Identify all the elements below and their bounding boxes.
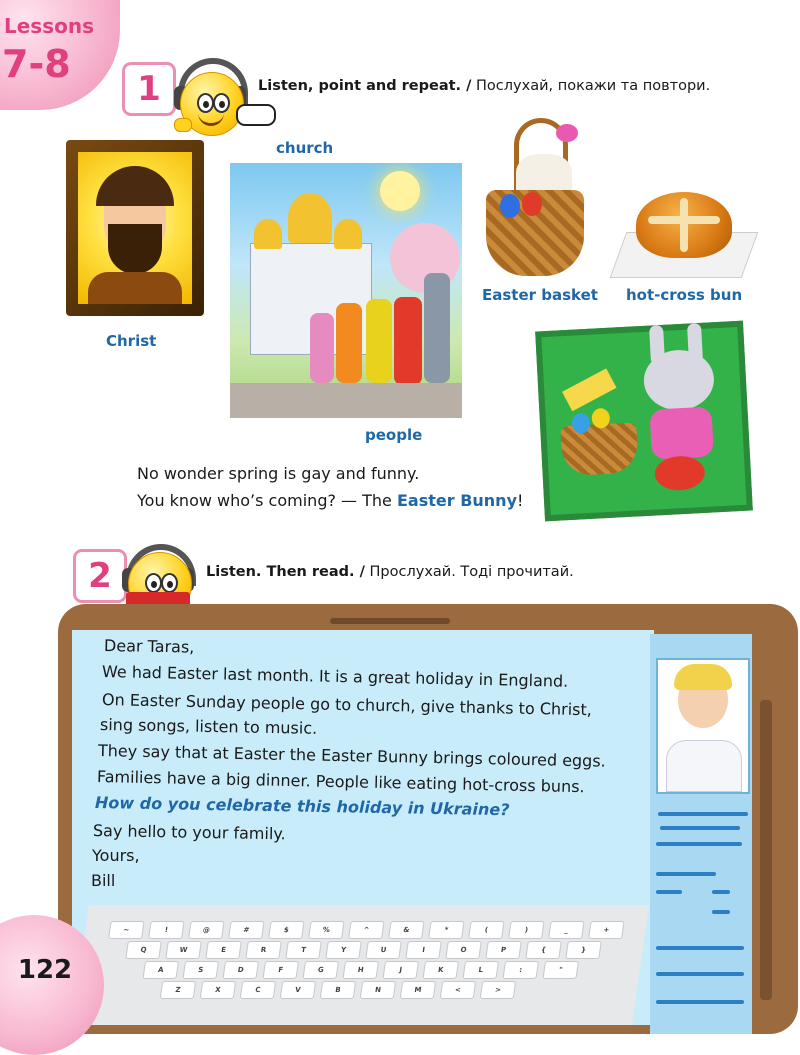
easter-bunny-picture — [535, 321, 753, 522]
right-eye — [161, 573, 178, 593]
keyboard-key[interactable]: W — [165, 941, 202, 959]
bunny-jacket — [649, 406, 714, 459]
lesson-number: 7-8 — [2, 42, 71, 86]
instruction-ua: Послухай, покажи та повтори. — [471, 78, 711, 94]
panel-line — [656, 946, 744, 950]
keyboard-key[interactable]: T — [285, 941, 322, 959]
keyboard-key[interactable]: @ — [188, 921, 225, 939]
keyboard-key[interactable]: ^ — [348, 921, 385, 939]
panel-line — [656, 842, 742, 846]
keyboard-key[interactable]: B — [320, 981, 357, 999]
church-picture — [230, 163, 462, 418]
panel-line — [656, 972, 744, 976]
person — [366, 299, 392, 383]
tablet-side-edge — [760, 700, 772, 1000]
keyboard-key[interactable]: C — [240, 981, 277, 999]
instruction-bold: Listen. Then read. / — [206, 564, 365, 580]
keyboard-key[interactable]: ~ — [108, 921, 145, 939]
keyboard-key[interactable]: > — [480, 981, 517, 999]
hair — [96, 166, 174, 206]
right-eye — [213, 93, 230, 113]
panel-line — [656, 872, 716, 876]
church-dome-small — [254, 219, 282, 249]
letter-line: sing songs, listen to music. — [99, 715, 318, 738]
rhyme-line-2-start: You know who’s coming? — The — [137, 491, 397, 510]
keyboard-key[interactable]: J — [382, 961, 419, 979]
church-dome — [288, 193, 332, 243]
church-dome-small — [334, 219, 362, 249]
left-eye — [145, 573, 162, 593]
exercise-2-instruction — [206, 564, 574, 580]
rhyme-highlight: Easter Bunny — [396, 491, 517, 510]
on-screen-keyboard — [72, 905, 649, 1025]
person — [336, 303, 362, 383]
keyboard-key[interactable]: Q — [125, 941, 162, 959]
keyboard-key[interactable]: + — [588, 921, 625, 939]
keyboard-key[interactable]: _ — [548, 921, 585, 939]
page-number: 122 — [17, 955, 73, 985]
letter-line: We had Easter last month. It is a great holiday in England. — [101, 662, 569, 691]
keyboard-key[interactable]: % — [308, 921, 345, 939]
mouth — [198, 111, 224, 126]
instruction-bold: Listen, point and repeat. / — [258, 78, 472, 94]
smiley-book-icon — [118, 540, 202, 610]
speech-bubble-icon — [236, 104, 276, 126]
keyboard-key[interactable]: L — [462, 961, 499, 979]
christ-icon-image — [78, 152, 192, 304]
panel-line — [660, 826, 740, 830]
keyboard-key[interactable]: S — [182, 961, 219, 979]
keyboard-key[interactable]: U — [365, 941, 402, 959]
keyboard-key[interactable]: * — [428, 921, 465, 939]
exercise-1-badge: 1 — [122, 62, 176, 116]
left-eye — [197, 93, 214, 113]
keyboard-key[interactable]: N — [360, 981, 397, 999]
letter-line: On Easter Sunday people go to church, give thanks to Christ, — [101, 690, 593, 720]
egg — [522, 192, 542, 216]
keyboard-key[interactable]: $ — [268, 921, 305, 939]
panel-line — [712, 910, 730, 914]
keyboard-key[interactable]: R — [245, 941, 282, 959]
keyboard-key[interactable]: D — [222, 961, 259, 979]
keyboard-key[interactable]: V — [280, 981, 317, 999]
rhyme-line-2-end: ! — [517, 491, 524, 510]
panel-line — [656, 890, 682, 894]
easter-basket-caption: Easter basket — [482, 286, 598, 304]
sun-icon — [380, 171, 420, 211]
boy-photo — [656, 658, 750, 794]
small-basket — [560, 422, 639, 476]
egg — [500, 194, 520, 218]
bun-cross — [648, 216, 720, 224]
panel-line — [656, 1000, 744, 1004]
rhyme-line-1: No wonder spring is gay and funny. — [137, 464, 420, 483]
basket-bow — [556, 124, 578, 142]
person — [424, 273, 450, 383]
hot-cross-bun-picture — [636, 192, 732, 258]
keyboard-key[interactable]: " — [542, 961, 579, 979]
keyboard-key[interactable]: F — [262, 961, 299, 979]
bunny-ear — [687, 323, 703, 364]
letter-signature: Bill — [91, 871, 116, 890]
letter-greeting: Dear Taras, — [103, 636, 195, 657]
keyboard-key[interactable]: : — [502, 961, 539, 979]
robe — [88, 272, 182, 304]
keyboard-key[interactable]: H — [342, 961, 379, 979]
person — [310, 313, 334, 383]
keyboard-key[interactable]: } — [565, 941, 602, 959]
rhyme-line-2 — [137, 488, 523, 514]
letter-closing: Say hello to your family. — [92, 821, 286, 844]
egg — [654, 455, 706, 492]
basket-flag — [562, 368, 616, 411]
letter-line: They say that at Easter the Easter Bunny brings coloured eggs. — [97, 741, 606, 771]
panel-line — [658, 812, 748, 816]
hot-cross-bun-caption: hot-cross bun — [626, 286, 743, 304]
tablet-camera-slot — [330, 618, 450, 624]
keyboard-key[interactable]: Y — [325, 941, 362, 959]
keyboard-key[interactable]: ) — [508, 921, 545, 939]
christ-caption: Christ — [106, 332, 157, 350]
keyboard-key[interactable]: A — [142, 961, 179, 979]
keyboard-key[interactable]: I — [405, 941, 442, 959]
boy-shirt — [666, 740, 742, 792]
path — [230, 383, 462, 418]
people-caption: people — [365, 426, 423, 444]
keyboard-key[interactable]: P — [485, 941, 522, 959]
keyboard-key[interactable]: X — [200, 981, 237, 999]
keyboard-key[interactable]: ! — [148, 921, 185, 939]
letter-line: Families have a big dinner. People like eating hot-cross buns. — [96, 767, 585, 797]
keyboard-key[interactable]: O — [445, 941, 482, 959]
panel-line — [712, 890, 730, 894]
pointing-hand — [174, 118, 192, 132]
keyboard-key[interactable]: M — [400, 981, 437, 999]
exercise-2-badge: 2 — [73, 549, 127, 603]
exercise-1-instruction — [258, 78, 710, 94]
keyboard-key[interactable]: G — [302, 961, 339, 979]
instruction-ua: Прослухай. Тоді прочитай. — [364, 564, 574, 580]
keyboard-key[interactable]: Z — [160, 981, 197, 999]
keyboard-key[interactable]: ( — [468, 921, 505, 939]
keyboard-key[interactable]: { — [525, 941, 562, 959]
keyboard-key[interactable]: K — [422, 961, 459, 979]
church-caption: church — [276, 139, 334, 157]
bun-cross — [680, 198, 688, 252]
keyboard-key[interactable]: E — [205, 941, 242, 959]
lesson-word: Lessons — [4, 14, 94, 38]
bunny-ear — [649, 325, 665, 366]
letter-yours: Yours, — [92, 846, 140, 865]
keyboard-key[interactable]: < — [440, 981, 477, 999]
person — [394, 297, 422, 385]
beard — [108, 224, 162, 274]
easter-basket-picture — [486, 190, 584, 276]
boy-hair — [674, 664, 732, 690]
keyboard-key[interactable]: & — [388, 921, 425, 939]
letter-question: How do you celebrate this holiday in Ukraine? — [94, 793, 510, 820]
keyboard-key[interactable]: # — [228, 921, 265, 939]
